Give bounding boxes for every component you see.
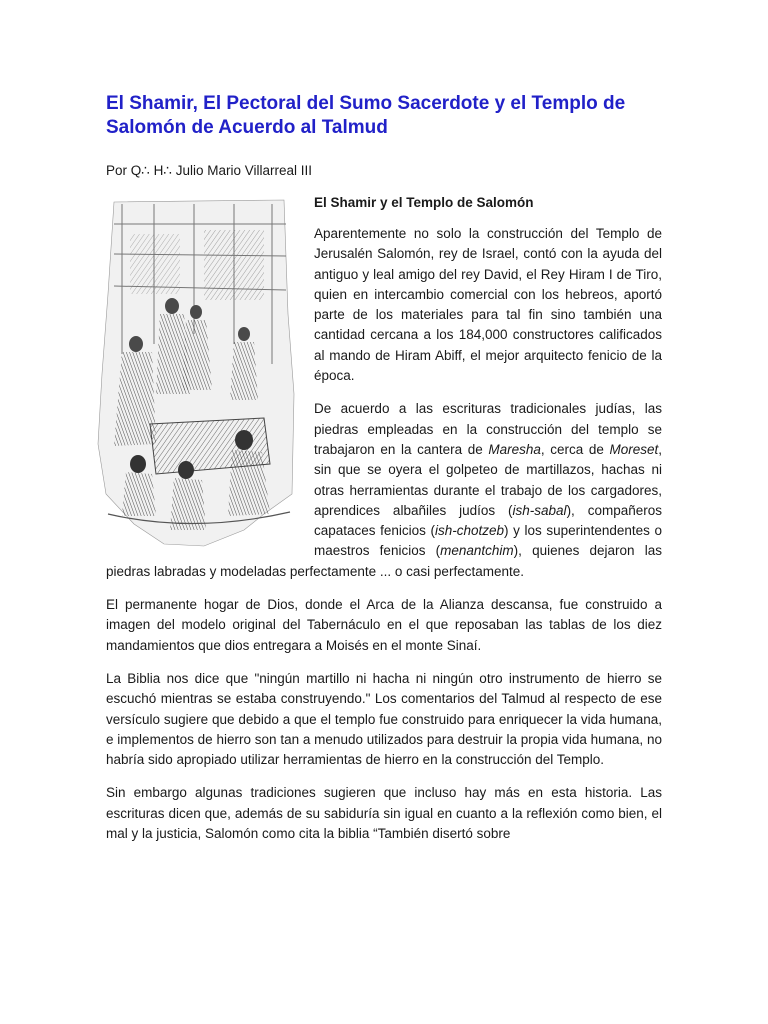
paragraph: Sin embargo algunas tradiciones sugieren que incluso hay más en esta historia. Las escrituras dicen que, además de su sabiduría sin igual en cuanto a la reflexión como bien, el mal y la justicia, Salomón como cita la biblia “También disertó sobre: [106, 785, 662, 842]
italic-term: Maresha: [488, 441, 541, 457]
author-byline: Por Q∴ H∴ Julio Mario Villarreal III: [106, 163, 312, 178]
paragraph: De acuerdo a las escrituras tradicionales judías, las piedras empleadas en la construcción del templo se trabajaron en la cantera de Maresha, cerca de Moreset, sin que se oyera el golpeteo de martillazos, hachas ni otras herramientas durante el trabajo de los cargadores, aprendices albañiles judíos (ish-sabal), compañeros capataces fenicios (ish-chotzeb) y los superintendentes o maestros fenicios (menantchim), quienes dejaron las piedras labradas y modeladas perfectamente ... o casi perfectamente.: [106, 401, 663, 579]
italic-term: Moreset: [609, 441, 659, 457]
section-heading: El Shamir y el Templo de Salomón: [314, 195, 534, 210]
article-title: El Shamir, El Pectoral del Sumo Sacerdote y el Templo de Salomón de Acuerdo al Talmud: [106, 93, 626, 138]
paragraph: El permanente hogar de Dios, donde el Arca de la Alianza descansa, fue construido a imagen del modelo original del Tabernáculo en el que reposaban las tablas de los diez mandamientos que dios entregara a Moisés en el monte Sinaí.: [106, 597, 662, 653]
paragraph: Aparentemente no solo la construcción del Templo de Jerusalén Salomón, rey de Israel, contó con la ayuda del antiguo y leal amigo del rey David, el Rey Hiram I de Tiro, quien en intercambio comercial con los hebreos, aportó parte de los materiales para tal fin sino también una cantidad cercana a los 184,000 constructores calificados al mando de Hiram Abiff, el mejor arquitecto fenicio de la época.: [314, 226, 662, 384]
italic-term: ish-chotzeb: [435, 523, 505, 539]
document-page: [106, 92, 662, 857]
paragraph: La Biblia nos dice que "ningún martillo ni hacha ni ningún otro instrumento de hierro se escuchó mientras se estaba construyendo." Los comentarios del Talmud al respecto de ese versículo sugiere que debido a que el templo fue construido para enriquecer la vida humana, e implementos de hierro son tan a menudo utilizados para destruir la propia vida humana, no habría sido apropiado utilizar herramientas de hierro en la construcción del Templo.: [106, 670, 662, 768]
italic-term: menantchim: [440, 543, 514, 559]
temple-construction-illustration: [94, 194, 302, 554]
italic-term: ish-sabal: [512, 502, 567, 518]
article-body: [106, 194, 662, 844]
